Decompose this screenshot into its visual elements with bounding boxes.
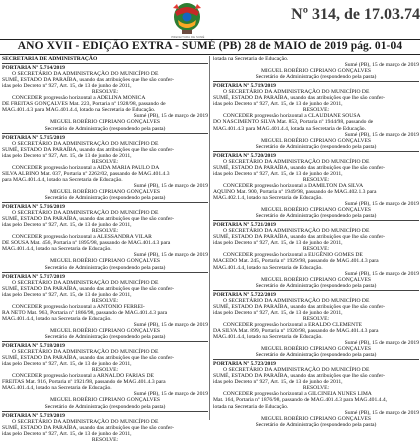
body-line: CONCEDER progressão horizontal a ANTONIO FERREI- bbox=[12, 303, 145, 310]
date-line: Sumé (PB), 15 de março de 2019 bbox=[344, 131, 419, 138]
document-body bbox=[0, 56, 420, 443]
body-line: SUMÉ, ESTADO DA PARAÍBA, usando das atribuições que lhe são confer- bbox=[213, 234, 385, 241]
body-line: SUMÉ, ESTADO DA PARAÍBA, usando das atribuições que lhe são confer- bbox=[2, 424, 174, 431]
body-line: O SECRETÁRIO DA ADMINISTRAÇÃO DO MUNICÍPIO DE bbox=[223, 158, 370, 165]
signatory-title: Secretário de Administração (respondendo pela pasta) bbox=[255, 282, 377, 289]
body-line: FREITAS Mat. 916, Portaria nº 1921/98, passando de MAG.401.4.3 para bbox=[2, 379, 166, 386]
body-line: MAG.401.4.4, lotado na Secretaria de Educação. bbox=[2, 246, 112, 253]
edition-line: ANO XVII - EDIÇÃO EXTRA - SUMÉ (PB) 28 de MAIO de 2019 pág. 01-04 bbox=[17, 40, 403, 52]
body-line: O SECRETÁRIO DA ADMINISTRAÇÃO DO MUNICÍPIO DE bbox=[12, 349, 159, 356]
portaria-separator bbox=[2, 341, 208, 342]
portaria-number: PORTARIA Nº 5.719/2019 bbox=[213, 83, 276, 90]
portaria-number: PORTARIA Nº 5.717/2019 bbox=[2, 273, 65, 280]
portaria-number: PORTARIA Nº 5.714/2019 bbox=[2, 65, 65, 72]
right-column bbox=[213, 56, 419, 428]
signatory-title: Secretário de Administração (respondendo pela pasta) bbox=[44, 334, 166, 340]
portaria-separator bbox=[2, 63, 208, 64]
body-line: MAG.401.4.4, lotado na Secretaria de Educação. bbox=[213, 334, 323, 340]
date-line: Sumé (PB), 15 de março de 2019 bbox=[133, 391, 208, 398]
column-divider bbox=[209, 56, 210, 420]
portaria-separator bbox=[213, 81, 419, 82]
portaria-separator bbox=[2, 133, 208, 134]
section-title: SECRETARIA DE ADMINISTRAÇÃO bbox=[2, 56, 98, 62]
municipal-seal-icon bbox=[165, 0, 209, 38]
body-line: O SECRETÁRIO DA ADMINISTRAÇÃO DO MUNICÍPIO DE bbox=[223, 367, 370, 374]
date-line: Sumé (PB), 15 de março de 2019 bbox=[344, 340, 419, 347]
body-line: MAG.402.1.4, lotado na Secretaria de Educação. bbox=[213, 195, 323, 201]
date-line: Sumé (PB), 15 de março de 2019 bbox=[344, 201, 419, 208]
masthead bbox=[0, 0, 420, 42]
signatory-name: MIGUEL ROBÉRIO CIPRIANO GONÇALVES bbox=[49, 258, 161, 265]
body-line: MAG.401.4.4, lotado na Secretaria de Educação. bbox=[2, 315, 112, 322]
date-line: Sumé (PB), 15 de março de 2019 bbox=[133, 321, 208, 328]
signatory-title: Secretário de Administração (respondendo pela pasta) bbox=[255, 421, 377, 428]
body-line: O SECRETÁRIO DA ADMINISTRAÇÃO DO MUNICÍPIO DE bbox=[223, 89, 370, 96]
body-line: SUMÉ, ESTADO DA PARAÍBA, usando das atribuições que lhe são confer- bbox=[2, 77, 174, 84]
signatory-name: MIGUEL ROBÉRIO CIPRIANO GONÇALVES bbox=[49, 119, 161, 126]
body-line: MACEDO Mat. 245, Portaria nº 1929/98, passando de MAG.401.4.3 para bbox=[213, 258, 379, 265]
portaria-number: PORTARIA Nº 5.718/2019 bbox=[2, 343, 65, 350]
signatory-name: MIGUEL ROBÉRIO CIPRIANO GONÇALVES bbox=[49, 188, 161, 195]
resolve-line: RESOLVE: bbox=[91, 436, 119, 443]
body-line: CONCEDER progressão horizontal a ADELINA MONICA bbox=[12, 95, 146, 102]
body-line: idas pelo Decreto nº 927, Art. 15, de 13 de junho de 2011, bbox=[213, 379, 343, 386]
signatory-title: Secretário de Administração (respondendo pela pasta) bbox=[255, 213, 377, 220]
signatory-name: MIGUEL ROBÉRIO CIPRIANO GONÇALVES bbox=[260, 346, 372, 353]
resolve-line: RESOLVE: bbox=[302, 385, 330, 392]
body-line: SILVA ALBINO Mat. 037, Portaria nº 2262/02, passando de MAG.401.4.3 bbox=[2, 170, 170, 177]
portaria-separator bbox=[2, 272, 208, 273]
body-line: idas pelo Decreto nº 927, Art. 15, de 13 de junho de 2011, bbox=[2, 361, 132, 368]
body-line: Mat. 164, Portaria nº 1876/98, passando de MAG.401.4.3 para MAG.401.4.4, bbox=[213, 397, 388, 404]
body-line: MAG.401.4.3 para MAG.401.4.4, lotado na Secretaria de Educação. bbox=[2, 107, 156, 114]
body-line: idas pelo Decreto nº 927, Art. 15, de 13 de junho de 2011, bbox=[2, 83, 132, 90]
signatory-title: Secretário de Administração (respondendo pela pasta) bbox=[255, 74, 377, 81]
portaria-number: PORTARIA Nº 5.716/2019 bbox=[2, 204, 65, 211]
portaria-separator bbox=[2, 202, 208, 203]
date-line: Sumé (PB), 15 de março de 2019 bbox=[133, 252, 208, 259]
signatory-name: MIGUEL ROBÉRIO CIPRIANO GONÇALVES bbox=[49, 397, 161, 404]
date-line: Sumé (PB), 15 de março de 2019 bbox=[133, 113, 208, 120]
body-line: O SECRETÁRIO DA ADMINISTRAÇÃO DO MUNICÍPIO DE bbox=[223, 297, 370, 304]
signatory-title: Secretário de Administração (respondendo pela pasta) bbox=[255, 143, 377, 150]
body-line: CONCEDER progressão horizontal a EUGÊNIO GOMES DE bbox=[223, 252, 363, 259]
body-line: CONCEDER progressão horizontal a ARNALDO FARIAS DE bbox=[12, 373, 154, 380]
signatory-name: MIGUEL ROBÉRIO CIPRIANO GONÇALVES bbox=[49, 327, 161, 334]
body-line: O SECRETÁRIO DA ADMINISTRAÇÃO DO MUNICÍPIO DE bbox=[223, 228, 370, 235]
body-line: SUMÉ, ESTADO DA PARAÍBA, usando das atribuições que lhe são confer- bbox=[213, 95, 385, 102]
body-line: para MAG.401.4.4, lotado na Secretaria de Educação. bbox=[2, 176, 123, 183]
portaria-number: PORTARIA Nº 5.720/2019 bbox=[213, 152, 276, 159]
body-line: idas pelo Decreto nº 927, Art. 15, de 13 de junho de 2011, bbox=[213, 101, 343, 108]
left-column bbox=[2, 56, 208, 443]
body-line: O SECRETÁRIO DA ADMINISTRAÇÃO DO MUNICÍPIO DE bbox=[12, 418, 159, 425]
body-line: RA NETO Mat. 963, Portaria nº 1866/98, passando de MAG.401.4.3 para bbox=[2, 309, 168, 316]
body-line: lotada na Secretaria de Educação. bbox=[213, 56, 289, 62]
body-line: SUMÉ, ESTADO DA PARAÍBA, usando das atribuições que lhe são confer- bbox=[213, 303, 385, 310]
portaria-number: PORTARIA Nº 5.723/2019 bbox=[213, 361, 276, 368]
body-line: DE SOUSA Mat. 456, Portaria nº 1895/98, passando de MAG.401.4.3 para bbox=[2, 240, 171, 247]
date-line: Sumé (PB), 15 de março de 2019 bbox=[344, 270, 419, 277]
body-line: idas pelo Decreto nº 927, Art. 15, de 13 de junho de 2011, bbox=[213, 170, 343, 177]
body-line: idas pelo Decreto nº 927, Art. 15, de 13 de junho de 2011, bbox=[213, 240, 343, 247]
body-line: SUMÉ, ESTADO DA PARAÍBA, usando das atribuições que lhe são confer- bbox=[2, 285, 174, 292]
resolve-line: RESOLVE: bbox=[302, 315, 330, 322]
body-line: MAG.401.4.4, lotado na Secretaria de Educação. bbox=[213, 264, 323, 271]
body-line: CONCEDER progressão horizontal a DAMILTON DA SILVA bbox=[223, 182, 364, 189]
body-line: MAG.401.4.4, lotado na Secretaria de Educação. bbox=[2, 385, 112, 392]
body-line: SUMÉ, ESTADO DA PARAÍBA, usando das atribuições que lhe são confer- bbox=[2, 355, 174, 362]
body-line: SUMÉ, ESTADO DA PARAÍBA, usando das atribuições que lhe são confer- bbox=[213, 373, 385, 380]
body-line: O SECRETÁRIO DA ADMINISTRAÇÃO DO MUNICÍPIO DE bbox=[12, 279, 159, 286]
body-line: CONCEDER progressão horizontal a ALESSANDRA VILAR bbox=[12, 234, 152, 241]
date-line: Sumé (PB), 15 de março de 2019 bbox=[133, 182, 208, 189]
body-line: lotada na Secretaria de Educação. bbox=[213, 403, 289, 410]
resolve-line: RESOLVE: bbox=[91, 228, 119, 235]
signatory-title: Secretário de Administração (respondendo pela pasta) bbox=[44, 403, 166, 410]
portaria-separator bbox=[213, 220, 419, 221]
body-line: AQUINO Mat. 900, Portaria nº 1949/98, passando de MAG.402.1.3 para bbox=[213, 188, 377, 195]
portaria-number: PORTARIA Nº 5.722/2019 bbox=[213, 291, 276, 298]
body-line: O SECRETÁRIO DA ADMINISTRAÇÃO DO MUNICÍPIO DE bbox=[12, 71, 159, 78]
signatory-title: Secretário de Administração (respondendo pela pasta) bbox=[44, 264, 166, 271]
body-line: SUMÉ, ESTADO DA PARAÍBA, usando das atribuições que lhe são confer- bbox=[2, 146, 174, 153]
portaria-separator bbox=[213, 359, 419, 360]
date-line: Sumé (PB), 15 de março de 2019 bbox=[344, 409, 419, 416]
body-line: CONCEDER progressão horizontal a CLAUDIANE SOUSA bbox=[223, 113, 361, 120]
portaria-separator bbox=[213, 151, 419, 152]
portaria-separator bbox=[2, 411, 208, 412]
body-line: DO NASCIMENTO SILVA Mat. 853, Portaria nº 1944/98, passando de bbox=[213, 119, 374, 126]
portaria-number: PORTARIA Nº 5.715/2019 bbox=[2, 134, 65, 141]
body-line: idas pelo Decreto nº 927, Art. 15, de 13 de junho de 2011, bbox=[2, 222, 132, 229]
issue-number: Nº 314, de 17.03.74 bbox=[291, 6, 420, 23]
resolve-line: RESOLVE: bbox=[91, 297, 119, 304]
body-line: O SECRETÁRIO DA ADMINISTRAÇÃO DO MUNICÍPIO DE bbox=[12, 210, 159, 217]
logo-caption: PREFEITURA DE SUMÉ bbox=[171, 36, 205, 39]
signatory-title: Secretário de Administração (respondendo pela pasta) bbox=[44, 125, 166, 132]
date-line: Sumé (PB), 15 de março de 2019 bbox=[344, 62, 419, 69]
resolve-line: RESOLVE: bbox=[302, 246, 330, 253]
signatory-title: Secretário de Administração (respondendo pela pasta) bbox=[44, 195, 166, 201]
signatory-name: MIGUEL ROBÉRIO CIPRIANO GONÇALVES bbox=[260, 137, 372, 144]
body-line: CONCEDER progressão horizontal a ERALDO CLEMENTE bbox=[223, 321, 363, 328]
header-rule-bottom bbox=[0, 54, 420, 55]
signatory-name: MIGUEL ROBÉRIO CIPRIANO GONÇALVES bbox=[260, 68, 372, 75]
body-line: idas pelo Decreto nº 927, Art. 15, de 13 de junho de 2011, bbox=[2, 430, 132, 437]
body-line: CONCEDER progressão horizontal a AIDA MARIA PAULO DA bbox=[12, 164, 160, 171]
portaria-number: PORTARIA Nº 5.721/2019 bbox=[213, 222, 276, 229]
portaria-separator bbox=[213, 290, 419, 291]
signatory-name: MIGUEL ROBÉRIO CIPRIANO GONÇALVES bbox=[260, 415, 372, 422]
signatory-name: MIGUEL ROBÉRIO CIPRIANO GONÇALVES bbox=[260, 276, 372, 283]
resolve-line: RESOLVE: bbox=[91, 158, 119, 165]
body-line: CONCEDER progressão horizontal a GILCINEIA NUNES LIMA bbox=[223, 391, 372, 398]
resolve-line: RESOLVE: bbox=[302, 176, 330, 183]
body-line: O SECRETÁRIO DA ADMINISTRAÇÃO DO MUNICÍPIO DE bbox=[12, 140, 159, 147]
body-line: MAG.401.4.3 para MAG.401.4.4, lotada na Secretaria de Educação. bbox=[213, 125, 367, 132]
resolve-line: RESOLVE: bbox=[302, 107, 330, 114]
signatory-name: MIGUEL ROBÉRIO CIPRIANO GONÇALVES bbox=[260, 207, 372, 214]
body-line: SUMÉ, ESTADO DA PARAÍBA, usando das atribuições que lhe são confer- bbox=[213, 164, 385, 171]
body-line: idas pelo Decreto nº 927, Art. 15, de 13 de junho de 2011, bbox=[2, 291, 132, 298]
body-line: SUMÉ, ESTADO DA PARAÍBA, usando das atribuições que lhe são confer- bbox=[2, 216, 174, 223]
body-line: DE FREITAS GONÇALVES Mat. 223, Portaria nº 1928/98, passando de bbox=[2, 101, 166, 108]
portaria-number: PORTARIA Nº 5.719/2019 bbox=[2, 412, 65, 419]
body-line: idas pelo Decreto nº 927, Art. 15, de 13 de junho de 2011, bbox=[2, 152, 132, 159]
resolve-line: RESOLVE: bbox=[91, 89, 119, 96]
body-line: idas pelo Decreto nº 927, Art. 15, de 13 de junho de 2011, bbox=[213, 309, 343, 316]
body-line: DA SILVA Mat. 899, Portaria nº 1920/98, passando de MAG.401.4.3 para bbox=[213, 327, 379, 334]
signatory-title: Secretário de Administração (respondendo pela pasta) bbox=[255, 352, 377, 359]
resolve-line: RESOLVE: bbox=[91, 367, 119, 374]
